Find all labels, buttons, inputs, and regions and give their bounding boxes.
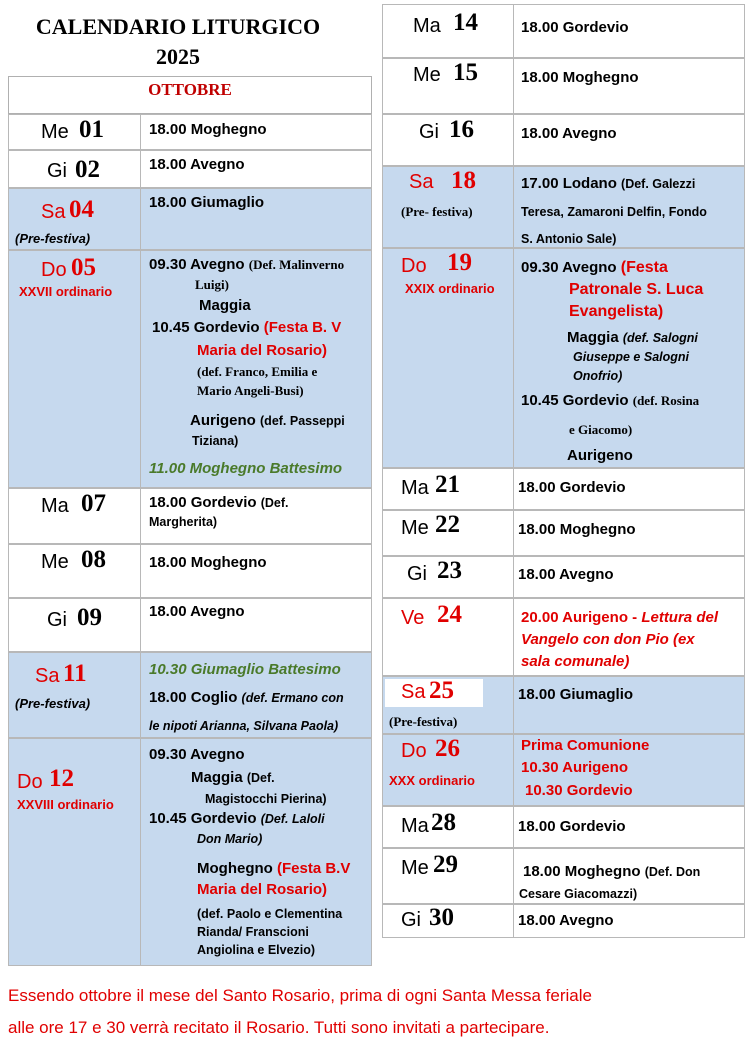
day-row — [382, 598, 745, 676]
feast-label: Maria del Rosario) — [197, 881, 328, 898]
weekday-label: Do — [401, 255, 427, 277]
weekday-label: Gi — [419, 121, 439, 143]
day-number: 01 — [79, 116, 104, 143]
intention: (def. Passeppi — [260, 414, 345, 428]
feast-label: Patronale S. Luca — [569, 281, 704, 298]
day-number: 09 — [77, 604, 102, 631]
day-number: 18 — [451, 167, 476, 194]
weekday-label: Me — [401, 857, 429, 879]
intention: Margherita) — [149, 515, 218, 529]
weekday-label: Sa — [35, 665, 60, 687]
mass-entry: Maggia — [199, 297, 251, 314]
feast-label: Evangelista) — [569, 303, 664, 320]
month-header: OTTOBRE — [8, 76, 372, 114]
day-number: 21 — [435, 471, 460, 498]
day-number: 26 — [435, 735, 460, 762]
day-row — [382, 58, 745, 114]
day-row — [382, 848, 745, 904]
day-number: 08 — [81, 546, 106, 573]
mass-entry: 18.00 Gordevio — [518, 818, 626, 835]
mass-entry: 18.00 Giumaglio — [149, 194, 265, 211]
day-row — [8, 250, 372, 488]
intention: Onofrio) — [573, 369, 623, 383]
day-note: (Pre- festiva) — [401, 204, 473, 219]
mass-entry: 18.00 Gordevio — [149, 494, 257, 511]
intention: (Def. Laloli — [260, 812, 325, 826]
day-row — [382, 248, 745, 468]
mass-entry: 18.00 Moghegno — [518, 521, 636, 538]
weekday-label: Ve — [401, 607, 425, 629]
mass-entry: Moghegno — [197, 860, 273, 877]
intention: Mario Angeli-Busi) — [197, 383, 304, 398]
intention: Cesare Giacomazzi) — [519, 887, 638, 901]
day-number: 24 — [437, 601, 462, 628]
day-row — [8, 544, 372, 598]
day-row — [8, 488, 372, 544]
day-number: 04 — [69, 196, 94, 223]
feast-label: Maria del Rosario — [197, 342, 323, 359]
mass-entry: Maggia — [191, 769, 243, 786]
day-row — [382, 904, 745, 938]
day-number: 28 — [431, 809, 456, 836]
mass-entry: 18.00 Moghegno — [521, 69, 639, 86]
day-row — [8, 188, 372, 250]
day-number: 29 — [433, 851, 458, 878]
mass-entry: 18.00 Avegno — [518, 912, 614, 929]
day-row — [382, 806, 745, 848]
day-number: 19 — [447, 249, 472, 276]
weekday-label: Me — [413, 64, 441, 86]
weekday-label: Gi — [401, 909, 421, 931]
day-row — [382, 676, 745, 734]
weekday-label: Gi — [47, 160, 67, 182]
intention: Giuseppe e Salogni — [573, 350, 689, 364]
intention: Magistocchi Pierina) — [205, 792, 327, 806]
baptism-entry: 10.30 Giumaglio Battesimo — [149, 661, 341, 678]
mass-entry: 18.00 Moghegno — [523, 863, 641, 880]
intention: Angiolina e Elvezio) — [197, 943, 316, 957]
mass-entry: 18.00 Avegno — [149, 156, 245, 173]
intention: (def. Salogni — [622, 331, 698, 345]
weekday-label: Sa — [41, 201, 66, 223]
mass-entry: Maggia — [567, 329, 619, 346]
mass-entry: 09.30 Avegno — [149, 746, 245, 763]
day-number: 07 — [81, 490, 106, 517]
mass-entry: 18.00 Avegno — [518, 566, 614, 583]
feast-label: (Festa B. V — [263, 319, 342, 336]
weekday-label: Gi — [407, 563, 427, 585]
liturgical-week: XXVII ordinario — [19, 284, 113, 299]
mass-entry: 10.45 Gordevio — [152, 319, 260, 336]
intention: (def. Ermano con — [241, 691, 344, 705]
day-number: 16 — [449, 116, 474, 143]
weekday-label: Sa — [409, 171, 434, 193]
mass-entry: 09.30 Avegno — [149, 256, 245, 273]
weekday-label: Do — [401, 740, 427, 762]
weekday-label: Do — [17, 771, 43, 793]
mass-entry: 18.00 Avegno — [521, 125, 617, 142]
weekday-label: Ma — [401, 815, 429, 837]
day-number: 05 — [71, 254, 96, 281]
mass-entry: 10.45 Gordevio — [521, 392, 629, 409]
day-number: 25 — [429, 677, 454, 704]
page-year: 2025 — [156, 44, 200, 69]
mass-entry: 10.30 Aurigeno — [521, 759, 628, 776]
weekday-label: Ma — [413, 15, 441, 37]
day-row — [8, 150, 372, 188]
weekday-label: Gi — [47, 609, 67, 631]
day-row — [382, 734, 745, 806]
intention: (Def. — [246, 771, 275, 785]
page-title: CALENDARIO LITURGICO — [35, 14, 321, 39]
day-row — [8, 652, 372, 738]
weekday-label: Sa — [401, 681, 426, 703]
intention: (Def. Don — [644, 865, 701, 879]
day-note: (Pre-festiva) — [15, 696, 91, 711]
intention: Teresa, Zamaroni Delfin, Fondo — [521, 205, 707, 219]
intention: Rianda/ Franscioni — [197, 925, 309, 939]
feast-label: (Festa — [620, 259, 668, 276]
day-number: 30 — [429, 904, 454, 931]
baptism-entry: 11.00 Moghegno Battesimo — [149, 460, 343, 477]
mass-entry: 18.00 Avegno — [149, 603, 245, 620]
day-number: 12 — [49, 765, 74, 792]
intention: le nipoti Arianna, Silvana Paola) — [149, 719, 339, 733]
event-description: Lettura del — [641, 609, 718, 626]
day-row — [382, 510, 745, 556]
intention: (def. Franco, Emilia e — [197, 364, 318, 379]
intention: (def. Paolo e Clementina — [197, 907, 343, 921]
liturgical-week: XXX ordinario — [389, 773, 475, 788]
mass-entry: Aurigeno — [190, 412, 256, 429]
mass-entry: 18.00 Coglio — [149, 689, 238, 706]
day-number: 02 — [75, 156, 100, 183]
mass-entry: 18.00 Gordevio — [518, 479, 626, 496]
day-row — [382, 114, 745, 166]
weekday-label: Do — [41, 259, 67, 281]
intention: Tiziana) — [192, 434, 239, 448]
liturgical-week: XXVIII ordinario — [17, 797, 114, 812]
rosary-notice-line1: Essendo ottobre il mese del Santo Rosario, prima di ogni Santa Messa feriale — [8, 986, 592, 1005]
weekday-label: Me — [401, 517, 429, 539]
intention: (Def. — [260, 496, 289, 510]
day-row — [8, 598, 372, 652]
intention: Don Mario) — [197, 832, 263, 846]
intention: (Def. Malinverno — [248, 257, 345, 272]
mass-entry: 18.00 Moghegno — [149, 554, 267, 571]
mass-entry: 17.00 Lodano — [521, 175, 617, 192]
intention: e Giacomo) — [569, 422, 633, 437]
event-description: sala comunale) — [521, 653, 630, 670]
day-number: 23 — [437, 557, 462, 584]
day-row — [382, 4, 745, 58]
mass-entry: 10.30 Gordevio — [525, 782, 633, 799]
day-note: (Pre-festiva) — [389, 714, 458, 729]
day-number: 14 — [453, 9, 478, 36]
event-description: Prima Comunione — [521, 737, 650, 754]
event-description: Vangelo con don Pio (ex — [521, 631, 695, 648]
day-row — [382, 556, 745, 598]
day-row — [382, 166, 745, 248]
feast-label: (Festa B.V — [277, 860, 351, 877]
weekday-label: Me — [41, 551, 69, 573]
intention: Luigi) — [195, 277, 229, 292]
intention: S. Antonio Sale) — [521, 232, 617, 246]
day-number: 11 — [63, 660, 87, 687]
mass-entry: 09.30 Avegno — [521, 259, 617, 276]
day-note: (Pre-festiva) — [15, 231, 91, 246]
weekday-label: Ma — [401, 477, 429, 499]
day-number: 15 — [453, 59, 478, 86]
mass-entry: Aurigeno — [567, 447, 633, 464]
mass-entry: 10.45 Gordevio — [149, 810, 257, 827]
mass-entry: 18.00 Moghegno — [149, 121, 267, 138]
day-row — [382, 468, 745, 510]
mass-entry: 18.00 Giumaglio — [518, 686, 634, 703]
day-number: 22 — [435, 511, 460, 538]
intention: (def. Rosina — [632, 393, 700, 408]
mass-entry: 18.00 Gordevio — [521, 19, 629, 36]
weekday-label: Ma — [41, 495, 69, 517]
mass-entry: 20.00 Aurigeno - — [521, 609, 638, 626]
day-row — [8, 114, 372, 150]
liturgical-week: XXIX ordinario — [405, 281, 495, 296]
feast-label: ) — [322, 342, 328, 359]
weekday-label: Me — [41, 121, 69, 143]
rosary-notice-line2: alle ore 17 e 30 verrà recitato il Rosario. Tutti sono invitati a partecipare. — [8, 1018, 550, 1037]
day-row — [8, 738, 372, 966]
intention: (Def. Galezzi — [621, 177, 696, 191]
